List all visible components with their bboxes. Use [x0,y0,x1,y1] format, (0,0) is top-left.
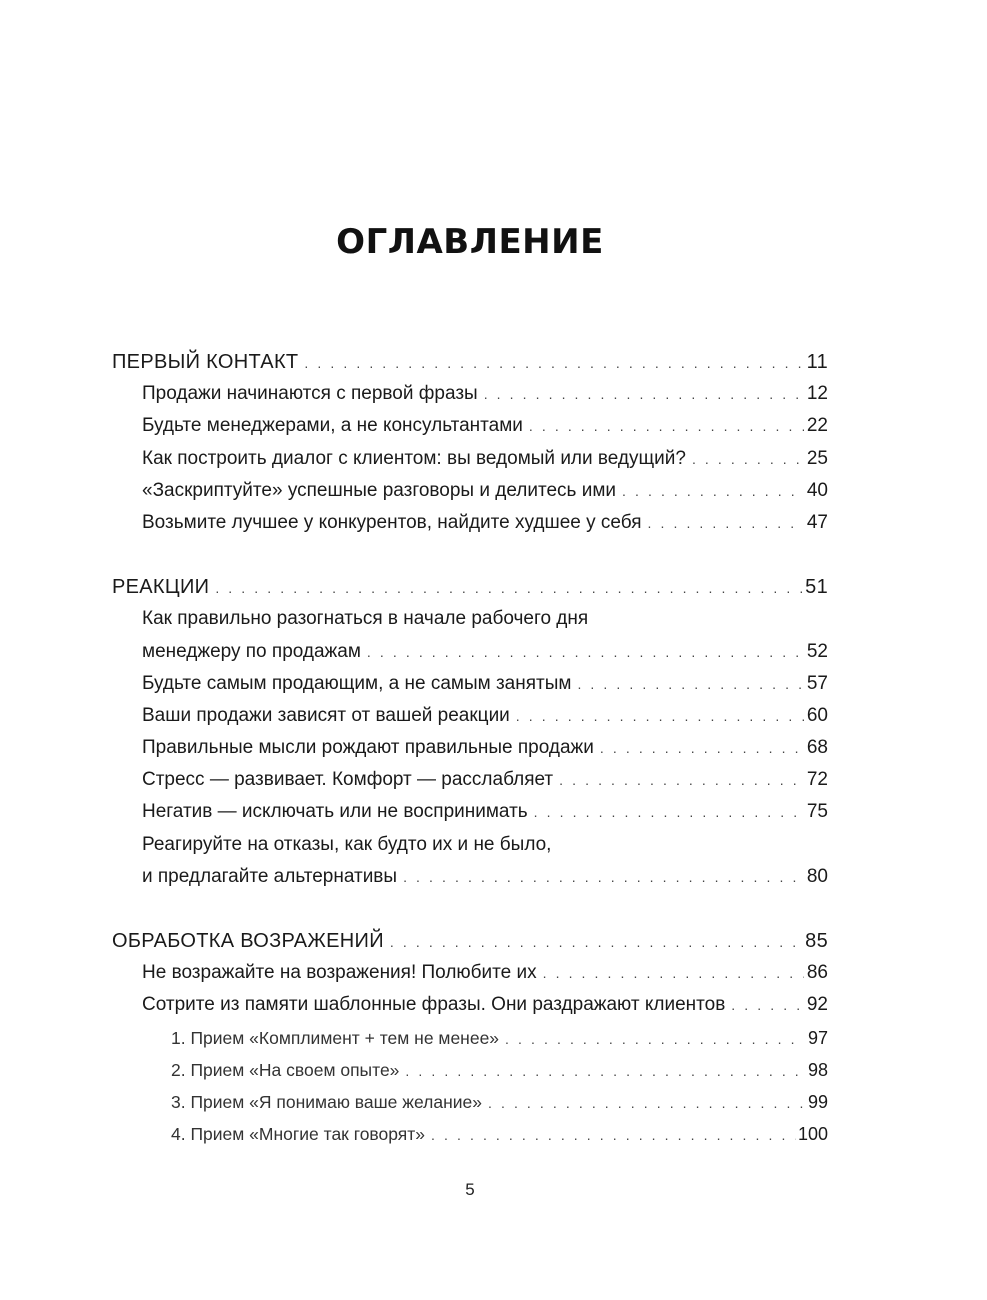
toc-entry-line1[interactable] [112,603,828,635]
toc-subentry-title: 1. Прием «Комплимент + тем не менее» [171,1027,500,1048]
toc-entry-title: Негатив — исключать или не воспринимать [142,801,528,823]
toc-page-number: 100 [797,1124,828,1145]
dot-leader [600,732,804,764]
toc-entry-title: Будьте менеджерами, а не консультантами [142,415,523,437]
toc-entry-title: Как правильно разогнаться в начале рабочего дня [142,608,589,630]
toc-page-number: 72 [806,769,828,791]
dot-leader [405,1055,804,1087]
toc-entry[interactable] [112,507,828,539]
dot-leader [534,796,804,828]
dot-leader [403,861,804,893]
toc-entry-title: Сотрите из памяти шаблонные фразы. Они раздражают клиентов [142,994,726,1016]
table-of-contents [112,346,828,1182]
dot-leader [505,1023,804,1055]
toc-subentry[interactable] [112,1022,828,1054]
toc-entry-title: Не возражайте на возражения! Полюбите их [142,962,537,984]
toc-entry-title: Продажи начинаются с первой фразы [142,383,478,405]
toc-entry-title: Ваши продажи зависят от вашей реакции [142,704,510,726]
toc-section-heading[interactable] [112,346,828,378]
toc-entry-title: и предлагайте альтернативы [142,865,398,887]
toc-subentry[interactable] [112,1086,828,1118]
toc-entry-title: менеджеру по продажам [142,640,361,662]
toc-subentry[interactable] [112,1054,828,1086]
dot-leader [488,1087,804,1119]
toc-entry[interactable] [112,410,828,442]
toc-entry-title: Правильные мысли рождают правильные продажи [142,737,594,759]
toc-section-heading[interactable] [112,925,828,957]
toc-subentry-title: 2. Прием «На своем опыте» [171,1059,400,1080]
toc-page-number: 98 [807,1059,828,1080]
toc-subentry-title: 4. Прием «Многие так говорят» [171,1124,426,1145]
toc-page-number: 40 [806,479,828,501]
toc-entry[interactable] [112,700,828,732]
toc-page-number: 11 [806,351,828,373]
dot-leader [304,347,804,379]
toc-page-number: 57 [806,672,828,694]
toc-entry[interactable] [112,796,828,828]
toc-page-number: 75 [806,801,828,823]
toc-entry[interactable] [112,989,828,1021]
toc-page-number: 51 [805,576,828,599]
dot-leader [622,475,804,507]
toc-page-number: 22 [806,415,828,437]
toc-entry[interactable] [112,378,828,410]
toc-page-number: 68 [806,737,828,759]
toc-section-heading[interactable] [112,571,828,603]
page-title: ОГЛАВЛЕНИЕ [336,222,604,262]
toc-page-number: 86 [806,962,828,984]
toc-page-number: 12 [806,383,828,405]
toc-page-number: 92 [806,994,828,1016]
dot-leader [431,1119,796,1151]
toc-page-number: 60 [806,704,828,726]
dot-leader [516,700,804,732]
toc-page-number: 25 [806,447,828,469]
dot-leader [577,668,804,700]
toc-section-first-contact [112,346,828,539]
toc-entry-title: Как построить диалог с клиентом: вы ведомый или ведущий? [142,447,686,469]
toc-entry[interactable] [112,861,828,893]
dot-leader [692,443,804,475]
toc-entry[interactable] [112,957,828,989]
toc-entry-title: Будьте самым продающим, а не самым занятым [142,672,572,694]
page-number: 5 [465,1180,475,1199]
toc-entry-title: Реагируйте на отказы, как будто их и не было, [142,833,552,855]
toc-section-title: РЕАКЦИИ [112,576,210,599]
dot-leader [215,572,803,604]
dot-leader [559,764,804,796]
toc-page-number: 80 [806,865,828,887]
toc-entry-line1[interactable] [112,829,828,861]
dot-leader [648,507,804,539]
dot-leader [484,378,804,410]
toc-section-reactions [112,571,828,893]
toc-section-title: ПЕРВЫЙ КОНТАКТ [112,351,299,373]
dot-leader [390,926,803,958]
toc-page-number: 52 [806,640,828,662]
toc-entry[interactable] [112,475,828,507]
dot-leader [529,410,804,442]
toc-entry[interactable] [112,443,828,475]
toc-entry-title: Возьмите лучшее у конкурентов, найдите худшее у себя [142,511,642,533]
toc-entry[interactable] [112,636,828,668]
toc-section-objections [112,925,828,1150]
toc-entry[interactable] [112,764,828,796]
toc-entry[interactable] [112,732,828,764]
toc-entry-title: «Заскриптуйте» успешные разговоры и делитесь ими [142,479,616,501]
toc-subentry-title: 3. Прием «Я понимаю ваше желание» [171,1091,482,1112]
toc-page-number: 85 [805,930,828,952]
toc-page-number: 47 [806,511,828,533]
toc-entry[interactable] [112,668,828,700]
dot-leader [543,957,804,989]
dot-leader [367,636,804,668]
dot-leader [731,989,804,1021]
toc-page-number: 97 [807,1027,828,1048]
toc-page-number: 99 [807,1091,828,1112]
toc-entry-title: Стресс — развивает. Комфорт — расслабляет [142,769,554,791]
toc-subentry[interactable] [112,1118,828,1150]
toc-section-title: ОБРАБОТКА ВОЗРАЖЕНИЙ [112,930,384,952]
